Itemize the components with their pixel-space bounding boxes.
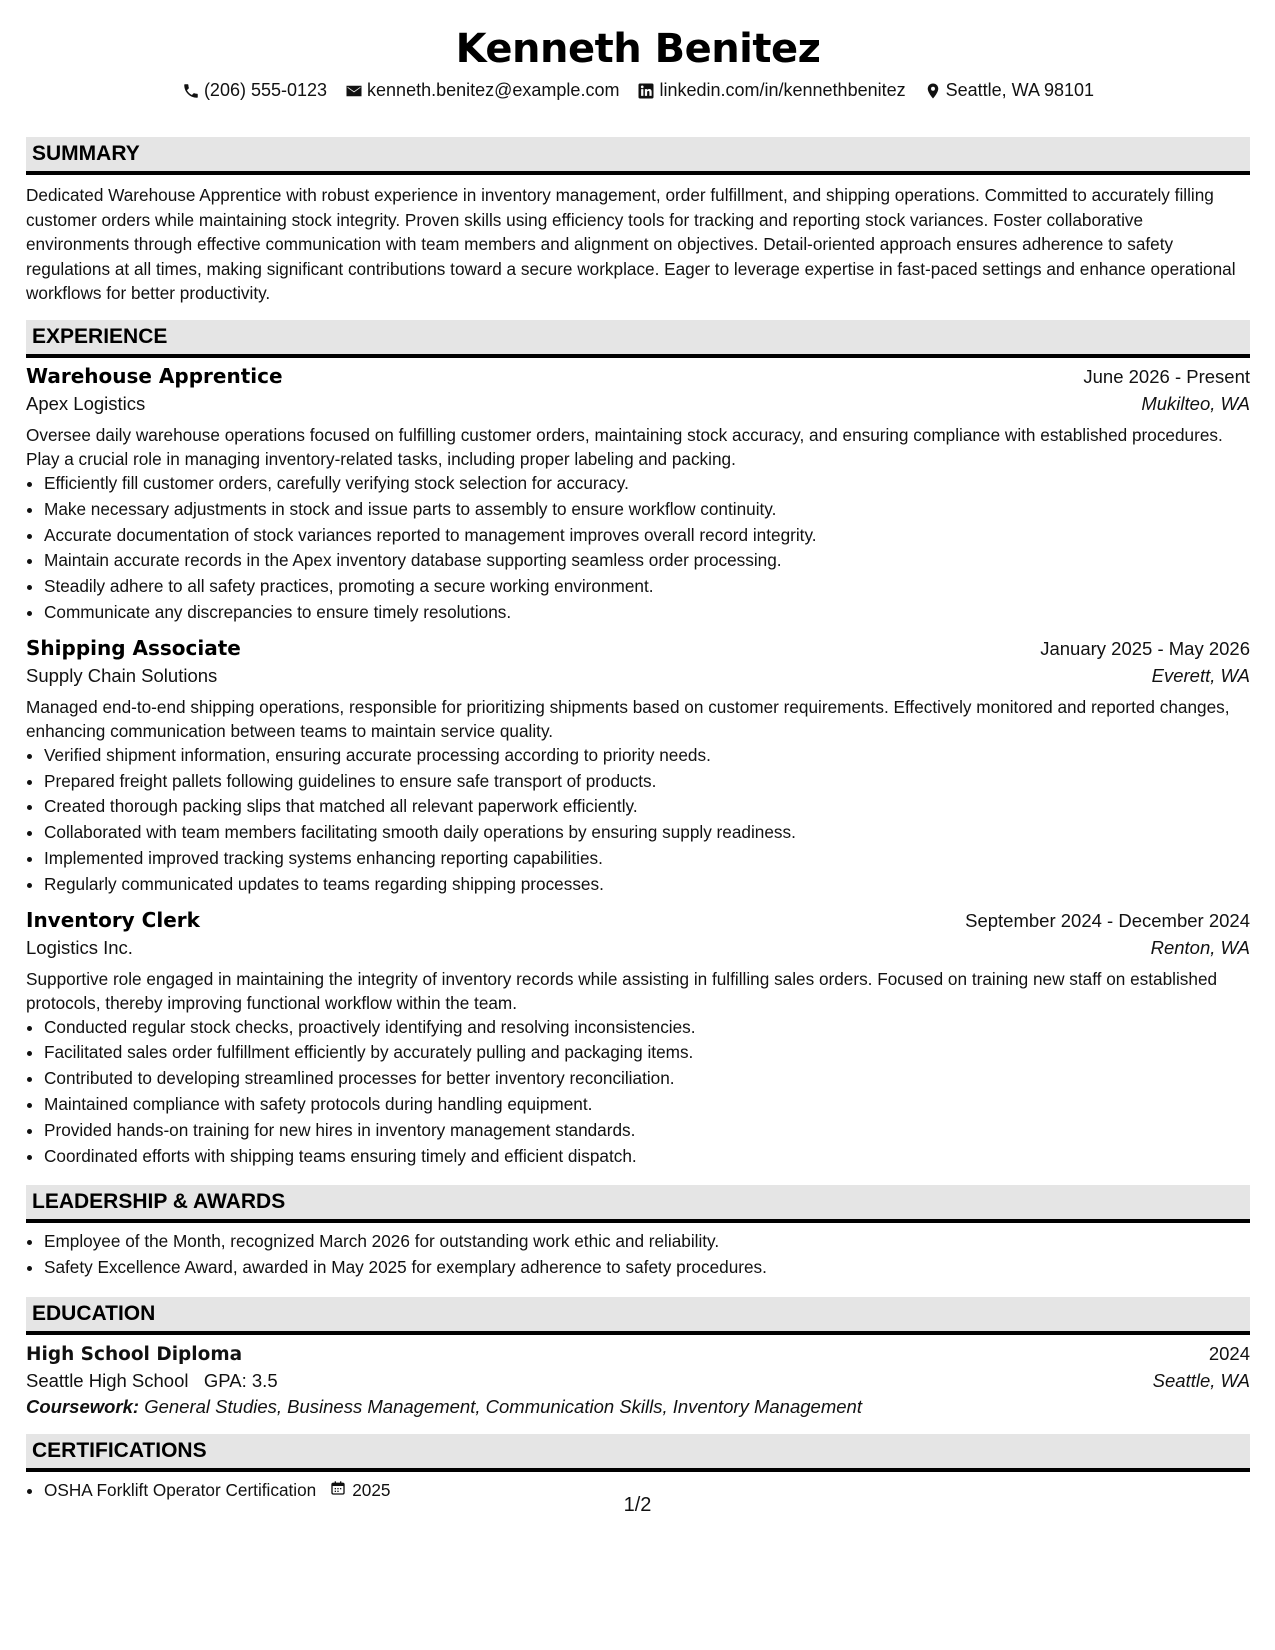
job-dates: September 2024 - December 2024 [965, 909, 1250, 931]
job-description: Oversee daily warehouse operations focused on fulfilling customer orders, maintaining stock accuracy, and ensuring compliance with established procedures. Play a crucial role in managing inventory-related tasks, including proper labeling and packing. [26, 424, 1223, 469]
awards-heading: LEADERSHIP & AWARDS [26, 1185, 1250, 1223]
school-location: Seattle, WA [1152, 1369, 1250, 1391]
education-entry [26, 1343, 1250, 1418]
bullet-item: • Verified shipment information, ensuring accurate processing according to priority needs. [44, 743, 1250, 769]
certification-name: • OSHA Forklift Operator Certification [44, 1479, 317, 1500]
company-name: Supply Chain Solutions [26, 664, 218, 686]
bullet-item: • Created thorough packing slips that matched all relevant paperwork efficiently. [44, 794, 1250, 820]
bullet-item: • Facilitated sales order fulfillment efficiently by accurately pulling and packaging items. [44, 1040, 1250, 1066]
bullet-item: • Provided hands-on training for new hires in inventory management standards. [44, 1118, 1250, 1144]
job-title: Warehouse Apprentice [26, 363, 283, 388]
contact-linkedin[interactable] [637, 80, 905, 101]
bullet-item: • Maintain accurate records in the Apex inventory database supporting seamless order processing. [44, 548, 1250, 574]
job-header [26, 364, 1250, 388]
contact-phone [182, 80, 327, 101]
contact-email[interactable] [345, 80, 619, 101]
bullet-item: • Collaborated with team members facilitating smooth daily operations by ensuring supply readiness. [44, 820, 1250, 846]
bullet-item: • Efficiently fill customer orders, carefully verifying stock selection for accuracy. [44, 471, 1250, 497]
resume-page [26, 0, 1250, 1504]
awards-list [26, 1229, 1250, 1281]
coursework [26, 1396, 1250, 1418]
bullet-item: • Implemented improved tracking systems enhancing reporting capabilities. [44, 846, 1250, 872]
education-heading: EDUCATION [26, 1297, 1250, 1335]
job-header [26, 636, 1250, 660]
job-dates: January 2025 - May 2026 [1040, 637, 1250, 659]
degree-title: High School Diploma [26, 1343, 243, 1365]
graduation-year: 2024 [1208, 1342, 1250, 1364]
bullet-item: • Coordinated efforts with shipping teams ensuring timely and efficient dispatch. [44, 1144, 1250, 1170]
job-bullets [26, 1015, 1250, 1170]
job-subheader [26, 937, 1250, 959]
page-number: 1/2 [623, 1494, 652, 1516]
gpa: GPA: 3.5 [203, 1369, 278, 1391]
bullet-item: • Regularly communicated updates to teams regarding shipping processes. [44, 872, 1250, 898]
bullet-item: • Maintained compliance with safety protocols during handling equipment. [44, 1092, 1250, 1118]
certifications-heading: CERTIFICATIONS [26, 1434, 1250, 1472]
coursework-label: Coursework: [26, 1395, 140, 1417]
job-location: Mukilteo, WA [1141, 392, 1250, 414]
award-item: • Safety Excellence Award, awarded in May 2025 for exemplary adherence to safety procedures. [44, 1255, 1250, 1281]
job-title: Shipping Associate [26, 635, 241, 660]
candidate-name: Kenneth Benitez [455, 26, 821, 72]
bullet-item: • Contributed to developing streamlined processes for better inventory reconciliation. [44, 1066, 1250, 1092]
job-location: Everett, WA [1151, 664, 1250, 686]
contact-location [924, 80, 1094, 101]
company-name: Apex Logistics [26, 392, 146, 414]
map-pin-icon [924, 82, 942, 100]
job-location: Renton, WA [1150, 936, 1250, 958]
job-subheader [26, 665, 1250, 687]
job-entry [26, 908, 1250, 1170]
job-description: Managed end-to-end shipping operations, responsible for prioritizing shipments based on customer requirements. Effectively monitored and reported changes, enhancing communication between teams to maintain service quality. [26, 696, 1230, 741]
job-bullets [26, 743, 1250, 898]
phone-icon [182, 82, 200, 100]
job-dates: June 2026 - Present [1083, 365, 1250, 387]
bullet-item: • Conducted regular stock checks, proactively identifying and resolving inconsistencies. [44, 1015, 1250, 1041]
company-name: Logistics Inc. [26, 936, 133, 958]
education-subheader [26, 1370, 1250, 1392]
job-description: Supportive role engaged in maintaining the integrity of inventory records while assisting in fulfilling sales orders. Focused on training new staff on established protocols, thereby improving functional workflow within the team. [26, 968, 1218, 1013]
email-link[interactable]: kenneth.benitez@example.com [367, 80, 620, 100]
bullet-item: • Make necessary adjustments in stock and issue parts to assembly to ensure workflow continuity. [44, 497, 1250, 523]
summary-text: Dedicated Warehouse Apprentice with robust experience in inventory management, order fulfillment, and shipping operations. Committed to accurately filling customer orders while maintaining stock integrity. Proven skills using efficiency tools for tracking and reporting stock variances. Foster collaborative environments through effective communication with team members and alignment on objectives. Detail-oriented approach ensures adherence to safety regulations at all times, making significant contributions toward a secure workplace. Eager to leverage expertise in fast-paced settings and enhance operational workflows for better productivity. [26, 185, 1236, 304]
certification-year: 2025 [352, 1479, 391, 1500]
job-header [26, 908, 1250, 932]
linkedin-link[interactable]: linkedin.com/in/kennethbenitez [659, 80, 906, 100]
award-item: • Employee of the Month, recognized March 2026 for outstanding work ethic and reliability. [44, 1229, 1250, 1255]
bullet-item: • Prepared freight pallets following guidelines to ensure safe transport of products. [44, 769, 1250, 795]
bullet-item: • Accurate documentation of stock variances reported to management improves overall record integrity. [44, 523, 1250, 549]
bullet-item: • Steadily adhere to all safety practices, promoting a secure working environment. [44, 574, 1250, 600]
summary-heading: SUMMARY [26, 137, 1250, 175]
bullet-item: • Communicate any discrepancies to ensure timely resolutions. [44, 600, 1250, 626]
envelope-icon [345, 82, 363, 100]
experience-heading: EXPERIENCE [26, 320, 1250, 358]
job-bullets [26, 471, 1250, 626]
location-text: Seattle, WA 98101 [945, 80, 1095, 100]
job-title: Inventory Clerk [26, 907, 200, 932]
job-entry [26, 364, 1250, 626]
job-subheader [26, 393, 1250, 415]
linkedin-icon [637, 82, 655, 100]
job-entry [26, 636, 1250, 898]
education-header [26, 1343, 1250, 1365]
phone-text: (206) 555-0123 [203, 80, 328, 100]
coursework-list: General Studies, Business Management, Communication Skills, Inventory Management [144, 1395, 862, 1417]
school-line [26, 1370, 278, 1392]
school-name: Seattle High School [26, 1369, 189, 1391]
contact-bar [26, 80, 1250, 101]
